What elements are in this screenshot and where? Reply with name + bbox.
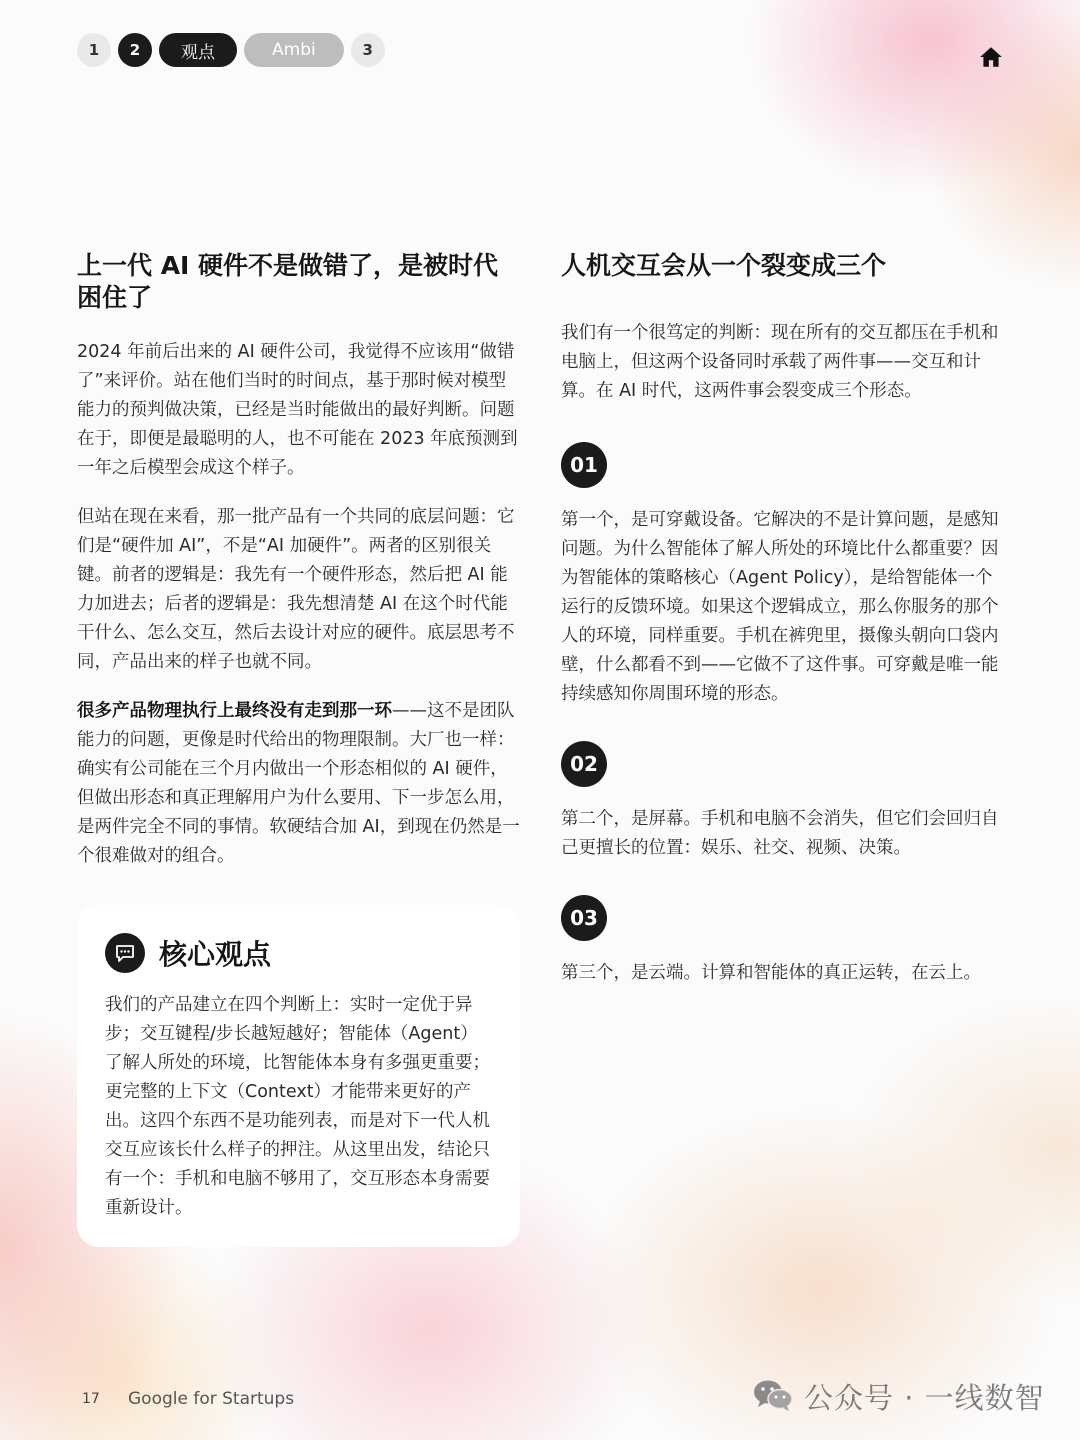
left-paragraph-1: 2024 年前后出来的 AI 硬件公司，我觉得不应该用“做错了”来评价。站在他们当时的时间点，基于那时候对模型能力的预判做决策，已经是当时能做出的最好判断。问题在于，即便是最聪明的人，也不可能在 2023 年底预测到一年之后模型会成这个样子。 <box>77 342 518 478</box>
left-heading: 上一代 AI 硬件不是做错了，是被时代困住了 <box>77 251 499 312</box>
nav-item-ambi[interactable]: Ambi <box>244 33 344 67</box>
page-number: 17 <box>82 1391 100 1407</box>
brand-logo: Google for Startups <box>128 1389 295 1409</box>
left-paragraph-2: 但站在现在来看，那一批产品有一个共同的底层问题：它们是“硬件加 AI”，不是“AI 加硬件”。两者的区别很关键。前者的逻辑是：我先有一个硬件形态，然后把 AI 能力加进去；后者的逻辑是：我先想清楚 AI 在这个时代能干什么、怎么交互，然后去设计对应的硬件。底层思考不同，产品出来的样子也就不同。 <box>77 507 515 672</box>
right-intro: 我们有一个很笃定的判断：现在所有的交互都压在手机和电脑上，但这两个设备同时承载了两件事——交互和计算。在 AI 时代，这两件事会裂变成三个形态。 <box>561 323 999 401</box>
left-paragraph-3 <box>77 697 522 871</box>
card-text: 我们的产品建立在四个判断上：实时一定优于异步；交互键程/步长越短越好；智能体（Agent）了解人所处的环境，比智能体本身有多强更重要；更完整的上下文（Context）才能带来更好的产出。这四个东西不是功能列表，而是对下一代人机交互应该长什么样子的押注。从这里出发，结论只有一个：手机和电脑不够用了，交互形态本身需要重新设计。 <box>105 995 490 1218</box>
point-number-02: 02 <box>561 741 607 787</box>
left-column <box>77 250 522 891</box>
left-paragraph-3-rest: ——这不是团队能力的问题，更像是时代给出的物理限制。大厂也一样：确实有公司能在三个月内做出一个形态相似的 AI 硬件，但做出形态和真正理解用户为什么要用、下一步怎么用，是两件完全不同的事情。软硬结合加 AI，到现在仍然是一个很难做对的组合。 <box>77 701 520 866</box>
section-nav <box>77 33 385 67</box>
point-text-01: 第一个，是可穿戴设备。它解决的不是计算问题，是感知问题。为什么智能体了解人所处的环境比什么都重要？因为智能体的策略核心（Agent Policy），是给智能体一个运行的反馈环境。如果这个逻辑成立，那么你服务的那个人的环境，同样重要。手机在裤兜里，摄像头朝向口袋内壁，什么都看不到——它做不了这件事。可穿戴是唯一能持续感知你周围环境的形态。 <box>561 510 999 704</box>
watermark <box>752 1376 1045 1417</box>
nav-item-viewpoint[interactable]: 观点 <box>159 33 237 67</box>
nav-item-2[interactable]: 2 <box>118 33 152 67</box>
point-text-02: 第二个，是屏幕。手机和电脑不会消失，但它们会回归自己更擅长的位置：娱乐、社交、视频、决策。 <box>561 809 999 858</box>
wechat-icon <box>752 1377 794 1417</box>
nav-item-3[interactable]: 3 <box>351 33 385 67</box>
right-heading: 人机交互会从一个裂变成三个 <box>561 251 887 280</box>
right-column <box>561 250 1006 988</box>
left-paragraph-3-bold: 很多产品物理执行上最终没有走到那一环 <box>77 701 392 721</box>
point-number-01: 01 <box>561 442 607 488</box>
card-header <box>105 933 492 973</box>
home-icon[interactable] <box>978 44 1004 70</box>
chat-bubble-icon <box>105 933 145 973</box>
core-viewpoint-card <box>77 905 520 1247</box>
nav-item-1[interactable]: 1 <box>77 33 111 67</box>
watermark-text: 公众号 · 一线数智 <box>804 1381 1045 1415</box>
card-title: 核心观点 <box>159 938 272 971</box>
point-number-03: 03 <box>561 895 607 941</box>
point-text-03: 第三个，是云端。计算和智能体的真正运转，在云上。 <box>561 963 981 983</box>
